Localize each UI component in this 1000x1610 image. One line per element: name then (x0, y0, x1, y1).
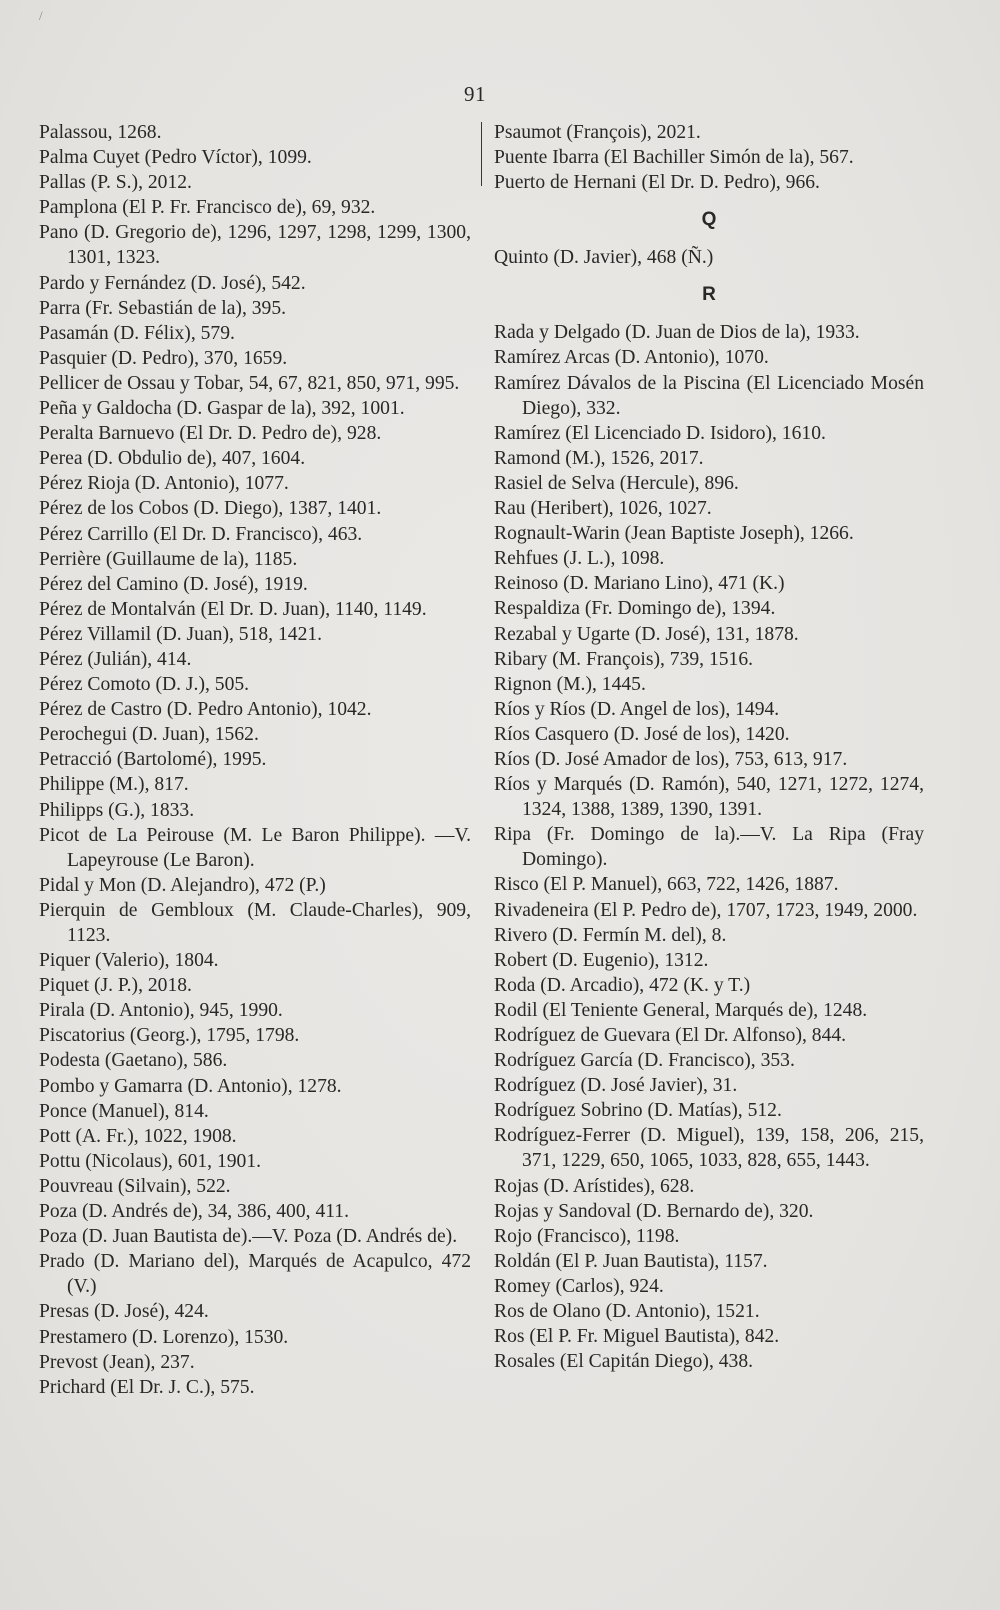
index-entry: Philipps (G.), 1833. (39, 799, 195, 821)
index-entry: Philippe (M.), 817. (39, 774, 189, 796)
index-entry: Romey (Carlos), 924. (494, 1275, 664, 1297)
index-entry: Rezabal y Ugarte (D. José), 131, 1878. (494, 623, 799, 645)
index-entry: Puerto de Hernani (El Dr. D. Pedro), 966. (494, 172, 820, 194)
index-entry: Ros de Olano (D. Antonio), 1521. (494, 1301, 760, 1323)
index-entry: Poza (D. Andrés de), 34, 386, 400, 411. (39, 1201, 350, 1223)
index-entry: Pidal y Mon (D. Alejandro), 472 (P.) (39, 874, 326, 896)
left-index-column (39, 120, 471, 1400)
index-entry: Pérez de Montalván (El Dr. D. Juan), 1140, 1149. (39, 598, 427, 620)
index-entry: Reinoso (D. Mariano Lino), 471 (K.) (494, 573, 785, 595)
index-entry: Roldán (El P. Juan Bautista), 1157. (494, 1250, 768, 1272)
index-entry: Pérez Villamil (D. Juan), 518, 1421. (39, 623, 323, 645)
index-entry: Perea (D. Obdulio de), 407, 1604. (39, 448, 306, 470)
index-entry: Pirala (D. Antonio), 945, 1990. (39, 1000, 283, 1022)
index-entry: Palma Cuyet (Pedro Víctor), 1099. (39, 147, 312, 169)
index-entry: Perrière (Guillaume de la), 1185. (39, 548, 298, 570)
index-entry: Palassou, 1268. (39, 122, 162, 143)
index-entry: Ribary (M. François), 739, 1516. (494, 648, 754, 670)
index-entry: Pérez de Castro (D. Pedro Antonio), 1042. (39, 699, 372, 721)
index-entry: Petracció (Bartolomé), 1995. (39, 749, 267, 771)
index-entry: Pérez Comoto (D. J.), 505. (39, 674, 250, 696)
index-entry: Rojas y Sandoval (D. Bernardo de), 320. (494, 1200, 814, 1222)
index-entry: Rodríguez (D. José Javier), 31. (494, 1075, 738, 1097)
index-entry: Pamplona (El P. Fr. Francisco de), 69, 932. (39, 197, 376, 219)
index-entry: Ramírez Dávalos de la Piscina (El Licenciado Mosén Diego), 332. (494, 372, 924, 419)
index-entry: Ríos y Ríos (D. Angel de los), 1494. (494, 698, 780, 720)
index-entry: Pouvreau (Silvain), 522. (39, 1175, 231, 1197)
index-entry: Rehfues (J. L.), 1098. (494, 548, 665, 570)
index-entry: Quinto (D. Javier), 468 (Ñ.) (494, 247, 714, 269)
index-entry: Rau (Heribert), 1026, 1027. (494, 498, 712, 520)
index-entry: Picot de La Peirouse (M. Le Baron Philippe). —V. Lapeyrouse (Le Baron). (39, 824, 471, 871)
index-entry: Pérez Rioja (D. Antonio), 1077. (39, 473, 289, 495)
index-entry: Rada y Delgado (D. Juan de Dios de la), 1933. (494, 322, 860, 344)
index-entry: Pasamán (D. Félix), 579. (39, 322, 235, 344)
index-entry: Ríos (D. José Amador de los), 753, 613, 917. (494, 748, 848, 770)
index-entry: Piquer (Valerio), 1804. (39, 950, 219, 972)
index-entry: Respaldiza (Fr. Domingo de), 1394. (494, 598, 776, 620)
index-entry: Rodríguez García (D. Francisco), 353. (494, 1050, 795, 1072)
index-entry: Ramond (M.), 1526, 2017. (494, 447, 704, 469)
index-entry: Rivadeneira (El P. Pedro de), 1707, 1723, 1949, 2000. (494, 899, 918, 921)
section-heading-r: R (702, 284, 716, 306)
index-entry: Pano (D. Gregorio de), 1296, 1297, 1298, 1299, 1300, 1301, 1323. (39, 222, 471, 269)
index-entry: Rodríguez Sobrino (D. Matías), 512. (494, 1100, 782, 1122)
index-entry: Pérez de los Cobos (D. Diego), 1387, 1401. (39, 498, 382, 520)
index-entry: Prestamero (D. Lorenzo), 1530. (39, 1326, 289, 1348)
index-entry: Rignon (M.), 1445. (494, 673, 646, 695)
index-entry: Pardo y Fernández (D. José), 542. (39, 272, 306, 294)
index-entry: Pellicer de Ossau y Tobar, 54, 67, 821, 850, 971, 995. (39, 372, 460, 394)
index-entry: Rivero (D. Fermín M. del), 8. (494, 924, 727, 946)
index-entry: Pombo y Gamarra (D. Antonio), 1278. (39, 1075, 342, 1097)
index-entry: Pérez Carrillo (El Dr. D. Francisco), 463. (39, 523, 363, 545)
margin-mark: / (39, 8, 43, 23)
index-entry: Psaumot (François), 2021. (494, 122, 701, 143)
index-entry: Ramírez (El Licenciado D. Isidoro), 1610. (494, 422, 826, 444)
index-entry: Pallas (P. S.), 2012. (39, 172, 192, 194)
index-entry: Podesta (Gaetano), 586. (39, 1050, 228, 1072)
index-entry: Peralta Barnuevo (El Dr. D. Pedro de), 928. (39, 423, 382, 445)
index-entry: Pasquier (D. Pedro), 370, 1659. (39, 347, 288, 369)
index-entry: Rasiel de Selva (Hercule), 896. (494, 472, 739, 494)
index-entry: Prevost (Jean), 237. (39, 1351, 195, 1373)
index-entry: Rosales (El Capitán Diego), 438. (494, 1351, 754, 1373)
index-entry: Ramírez Arcas (D. Antonio), 1070. (494, 347, 769, 369)
index-entry: Rodríguez de Guevara (El Dr. Alfonso), 844. (494, 1025, 847, 1046)
index-entry: Piscatorius (Georg.), 1795, 1798. (39, 1025, 300, 1047)
index-entry: Rojo (Francisco), 1198. (494, 1225, 680, 1247)
index-entry: Pierquin de Gembloux (M. Claude-Charles), 909, 1123. (39, 899, 471, 946)
index-entry: Parra (Fr. Sebastián de la), 395. (39, 297, 287, 319)
index-entry: Piquet (J. P.), 2018. (39, 975, 192, 997)
right-index-column (494, 120, 924, 1374)
index-entry: Ros (El P. Fr. Miguel Bautista), 842. (494, 1326, 780, 1348)
p-entries (494, 120, 924, 195)
r-entries (494, 320, 924, 1374)
index-entry: Perochegui (D. Juan), 1562. (39, 724, 259, 746)
index-entry: Pérez del Camino (D. José), 1919. (39, 573, 308, 595)
index-entry: Pottu (Nicolaus), 601, 1901. (39, 1150, 262, 1172)
index-entry: Ripa (Fr. Domingo de la).—V. La Ripa (Fray Domingo). (494, 824, 924, 871)
index-entry: Poza (D. Juan Bautista de).—V. Poza (D. Andrés de). (39, 1226, 458, 1248)
page-number: 91 (464, 82, 486, 106)
index-entry: Robert (D. Eugenio), 1312. (494, 949, 709, 971)
q-entries (494, 245, 924, 270)
index-entry: Puente Ibarra (El Bachiller Simón de la), 567. (494, 147, 854, 169)
index-entry: Ríos y Marqués (D. Ramón), 540, 1271, 1272, 1274, 1324, 1388, 1389, 1390, 1391. (494, 774, 924, 821)
index-entry: Rojas (D. Arístides), 628. (494, 1175, 695, 1197)
index-entry: Ponce (Manuel), 814. (39, 1100, 209, 1122)
index-entry: Rodil (El Teniente General, Marqués de), 1248. (494, 999, 868, 1021)
index-entry: Roda (D. Arcadio), 472 (K. y T.) (494, 974, 751, 996)
section-heading-q: Q (701, 209, 717, 231)
index-entry: Peña y Galdocha (D. Gaspar de la), 392, 1001. (39, 398, 405, 420)
index-entry: Ríos Casquero (D. José de los), 1420. (494, 723, 790, 745)
index-entry: Rognault-Warin (Jean Baptiste Joseph), 1266. (494, 523, 854, 545)
index-entry: Prichard (El Dr. J. C.), 575. (39, 1376, 255, 1398)
column-divider (481, 122, 482, 186)
index-entry: Risco (El P. Manuel), 663, 722, 1426, 1887. (494, 874, 839, 896)
index-entry: Pérez (Julián), 414. (39, 648, 192, 670)
index-entry: Rodríguez-Ferrer (D. Miguel), 139, 158, 206, 215, 371, 1229, 650, 1065, 1033, 828, 655, 1443. (494, 1125, 924, 1172)
index-entry: Presas (D. José), 424. (39, 1301, 209, 1323)
index-entry: Prado (D. Mariano del), Marqués de Acapulco, 472 (V.) (39, 1251, 471, 1298)
index-entry: Pott (A. Fr.), 1022, 1908. (39, 1125, 237, 1147)
